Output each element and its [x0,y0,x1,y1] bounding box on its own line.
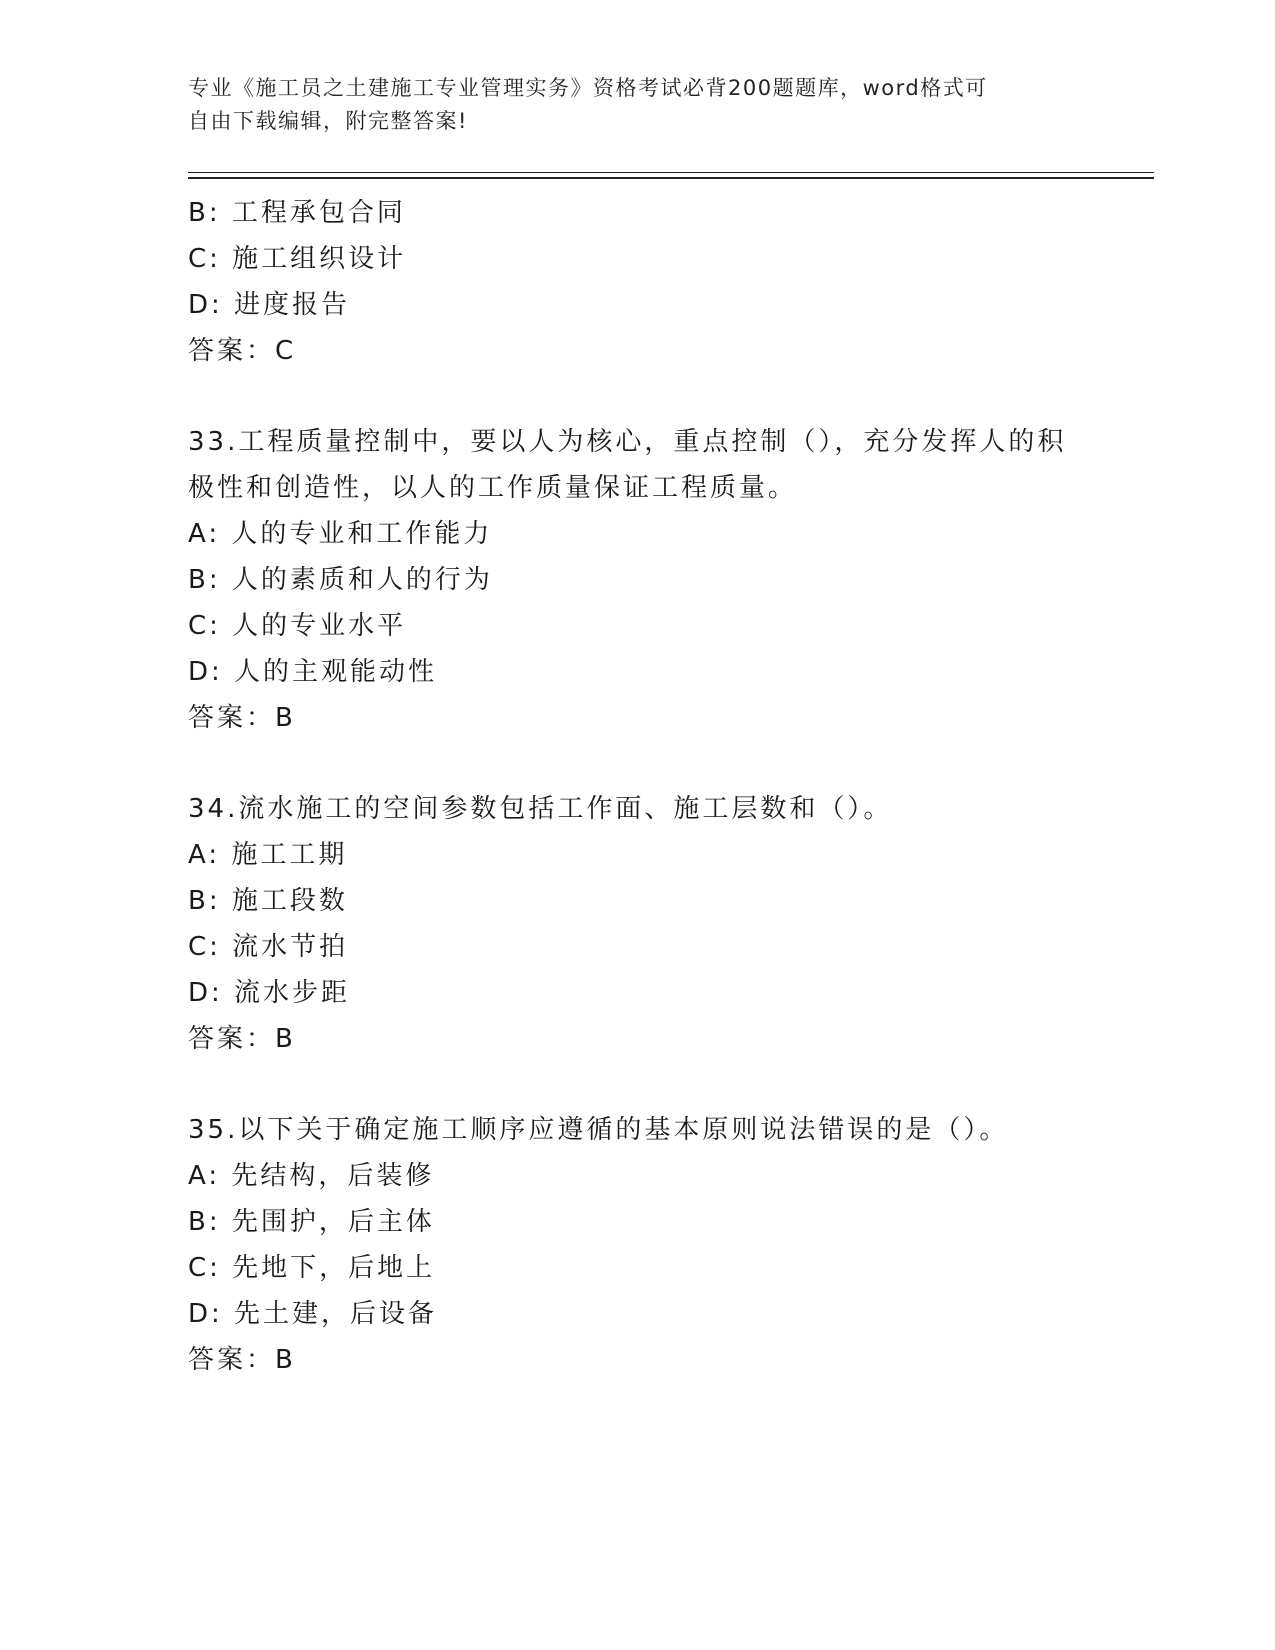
answer: 答案：B [188,703,296,733]
option-b: B: 人的素质和人的行为 [188,565,493,595]
question-block-35 [188,1107,1088,1383]
option-d: D: 人的主观能动性 [188,657,438,687]
option-a: A: 先结构，后装修 [188,1161,435,1191]
option-c: C: 人的专业水平 [188,611,407,641]
answer: 答案：C [188,336,297,366]
question-block-34 [188,786,1088,1062]
question-text-line-1: 35.以下关于确定施工顺序应遵循的基本原则说法错误的是（）。 [188,1115,1009,1145]
header-line-2: 自由下载编辑，附完整答案! [188,109,468,133]
header-rule-top [188,172,1154,173]
option-b: B: 施工段数 [188,886,348,916]
option-a: A: 人的专业和工作能力 [188,519,493,549]
option-d: D: 先土建，后设备 [188,1299,438,1329]
option-c: C: 施工组织设计 [188,244,407,274]
header-line-1: 专业《施工员之土建施工专业管理实务》资格考试必背200题题库，word格式可 [188,76,988,100]
header-rule-bottom [188,177,1154,179]
page-header [188,72,1068,138]
question-block-32 [188,190,1088,374]
option-d: D: 进度报告 [188,290,351,320]
answer: 答案：B [188,1345,296,1375]
question-list [188,190,1088,1383]
question-text-line-2: 极性和创造性，以人的工作质量保证工程质量。 [188,473,798,503]
option-a: A: 施工工期 [188,840,348,870]
option-b: B: 工程承包合同 [188,198,406,228]
question-text-line-1: 34.流水施工的空间参数包括工作面、施工层数和（）。 [188,794,893,824]
question-text-line-1: 33.工程质量控制中，要以人为核心，重点控制（），充分发挥人的积 [188,427,1067,457]
question-block-33 [188,419,1088,741]
option-c: C: 先地下，后地上 [188,1253,436,1283]
option-d: D: 流水步距 [188,978,351,1008]
option-b: B: 先围护，后主体 [188,1207,435,1237]
option-c: C: 流水节拍 [188,932,349,962]
answer: 答案：B [188,1024,296,1054]
